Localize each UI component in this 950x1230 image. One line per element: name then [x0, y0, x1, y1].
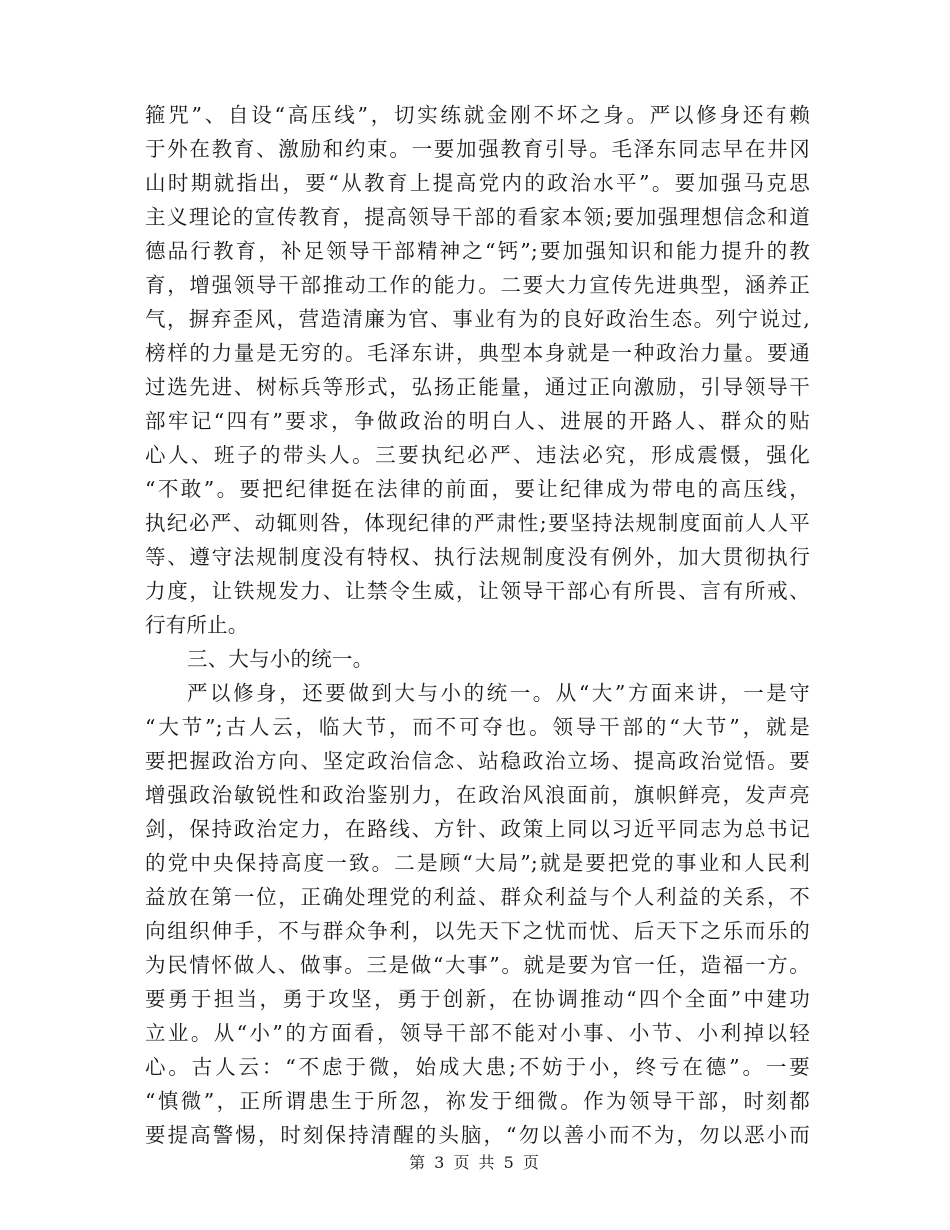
text-line: 等、遵守法规制度没有特权、执行法规制度没有例外，加大贯彻执行 [145, 545, 810, 569]
text-line: 要提高警惕，时刻保持清醒的头脑，“勿以善小而不为，勿以恶小而 [145, 1123, 810, 1147]
text-line: 育，增强领导干部推动工作的能力。二要大力宣传先进典型，涵养正 [145, 273, 810, 297]
text-line: 要把握政治方向、坚定政治信念、站稳政治立场、提高政治觉悟。要 [145, 749, 810, 773]
text-line: 益放在第一位，正确处理党的利益、群众利益与个人利益的关系，不 [145, 885, 810, 909]
text-line: 向组织伸手，不与群众争利，以先天下之忧而忧、后天下之乐而乐的 [145, 919, 810, 943]
text-line: 心人、班子的带头人。三要执纪必严、违法必究，形成震慑，强化 [145, 443, 810, 467]
text-line: 力度，让铁规发力、让禁令生威，让领导干部心有所畏、言有所戒、 [145, 579, 810, 603]
text-line: 主义理论的宣传教育，提高领导干部的看家本领;要加强理想信念和道 [145, 205, 810, 229]
document-body [145, 98, 810, 1152]
page-footer: 第 3 页 共 5 页 [409, 1153, 541, 1172]
text-line: “不敢”。要把纪律挺在法律的前面，要让纪律成为带电的高压线， [145, 477, 810, 501]
section-heading: 三、大与小的统一。 [187, 647, 374, 671]
text-line: “大节”;古人云，临大节，而不可夺也。领导干部的“大节”，就是 [145, 715, 810, 739]
text-line: 立业。从“小”的方面看，领导干部不能对小事、小节、小利掉以轻 [145, 1021, 810, 1045]
text-line: 气，摒弃歪风，营造清廉为官、事业有为的良好政治生态。列宁说过, [145, 307, 810, 331]
text-line: 心。古人云：“不虑于微，始成大患;不妨于小，终亏在德”。一要 [145, 1055, 810, 1079]
text-line: 增强政治敏锐性和政治鉴别力，在政治风浪面前，旗帜鲜亮，发声亮 [145, 783, 810, 807]
text-line: 榜样的力量是无穷的。毛泽东讲，典型本身就是一种政治力量。要通 [145, 341, 810, 365]
text-line: 行有所止。 [145, 613, 249, 637]
text-line: 部牢记“四有”要求，争做政治的明白人、进展的开路人、群众的贴 [145, 409, 810, 433]
text-line: 过选先进、树标兵等形式，弘扬正能量，通过正向激励，引导领导干 [145, 375, 810, 399]
text-line: 于外在教育、激励和约束。一要加强教育引导。毛泽东同志早在井冈 [145, 137, 810, 161]
text-line: “慎微”，正所谓患生于所忽，祢发于细微。作为领导干部，时刻都 [145, 1089, 810, 1113]
text-line: 山时期就指出，要“从教育上提高党内的政治水平”。要加强马克思 [145, 171, 810, 195]
text-line: 执纪必严、动辄则咎，体现纪律的严肃性;要坚持法规制度面前人人平 [145, 511, 810, 535]
text-line: 要勇于担当，勇于攻坚，勇于创新，在协调推动“四个全面”中建功 [145, 987, 810, 1011]
text-line: 德品行教育，补足领导干部精神之“钙”;要加强知识和能力提升的教 [145, 239, 810, 263]
text-line: 的党中央保持高度一致。二是顾“大局”;就是要把党的事业和人民利 [145, 851, 810, 875]
text-line: 严以修身，还要做到大与小的统一。从“大”方面来讲，一是守 [187, 681, 810, 705]
text-line: 箍咒”、自设“高压线”，切实练就金刚不坏之身。严以修身还有赖 [145, 103, 810, 127]
text-line: 剑，保持政治定力，在路线、方针、政策上同以习近平同志为总书记 [145, 817, 810, 841]
text-line: 为民情怀做人、做事。三是做“大事”。就是要为官一任，造福一方。 [145, 953, 810, 977]
